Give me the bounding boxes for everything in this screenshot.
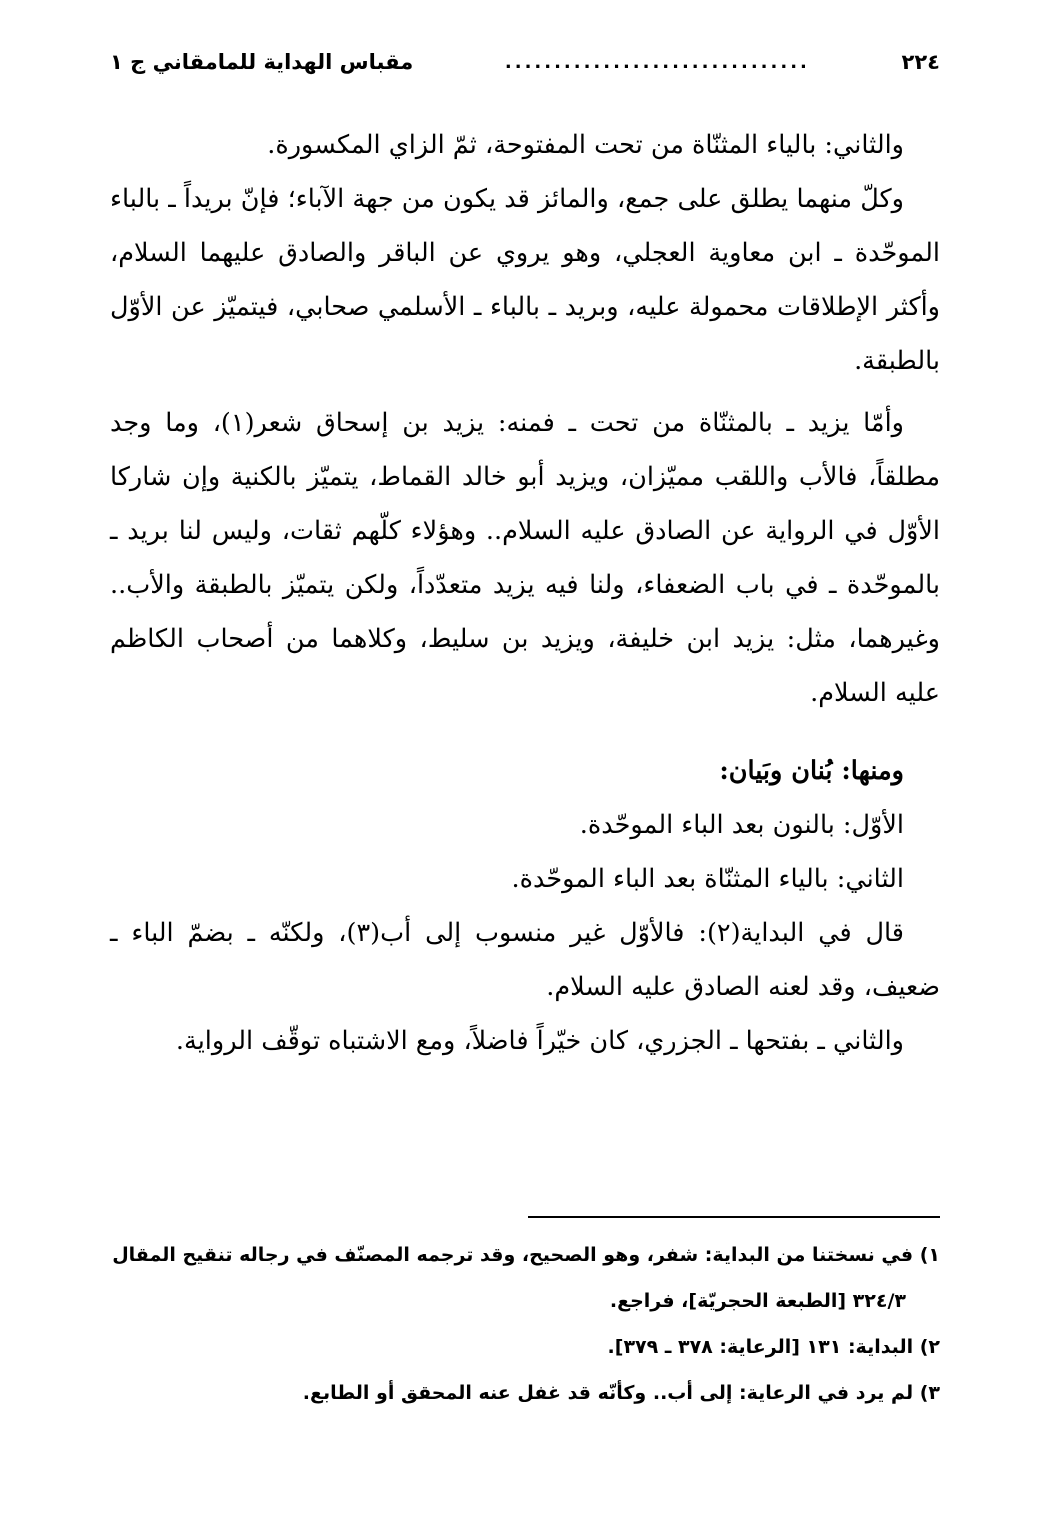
paragraph-yazid: وأمّا يزيد ـ بالمثنّاة من تحت ـ فمنه: يزيد بن إسحاق شعر(١)، وما وجد مطلقاً، فالأب واللقب مميّزان، ويزيد أبو خالد القماط، يتميّز بالكنية وإن شاركا الأوّل في الرواية عن الصادق عليه السلام.. وهؤلاء كلّهم ثقات، وليس لنا بريد ـ بالموحّدة ـ في باب الضعفاء، ولنا فيه يزيد متعدّداً، ولكن يتميّز بالطبقة والأب.. وغيرهما، مثل: يزيد ابن خليفة، ويزيد بن سليط، وكلاهما من أصحاب الكاظم عليه السلام.	[110, 408, 940, 708]
paragraph-second-definition: والثاني: بالياء المثنّاة من تحت المفتوحة، ثمّ الزاي المكسورة.	[267, 130, 904, 160]
footnotes	[110, 1232, 940, 1416]
footnote-separator	[528, 1216, 940, 1218]
paragraph-distinction-by-fathers: وكلّ منهما يطلق على جمع، والمائز قد يكون من جهة الآباء؛ فإنّ بريداً ـ بالباء الموحّدة ـ ابن معاوية العجلي، وهو يروي عن الباقر والصادق عليهما السلام، وأكثر الإطلاقات محمولة عليه، وبريد ـ بالباء ـ الأسلمي صحابي، فيتميّز عن الأوّل بالطبقة.	[110, 184, 940, 376]
section-heading-bunan-bayan: ومنها: بُنان وبَيان:	[719, 756, 904, 786]
page-number: ٢٢٤	[901, 50, 940, 74]
running-title: مقباس الهداية للمامقاني ج ١	[110, 50, 414, 74]
paragraph-first-bunan: الأوّل: بالنون بعد الباء الموحّدة.	[579, 810, 904, 840]
main-text	[110, 118, 940, 1068]
paragraph-bidaya-quote: قال في البداية(٢): فالأوّل غير منسوب إلى أب(٣)، ولكنّه ـ بضمّ الباء ـ ضعيف، وقد لعنه الصادق عليه السلام.	[110, 918, 940, 1002]
footnote-3: ٣) لم يرد في الرعاية: إلى أب.. وكأنّه قد غفل عنه المحقق أو الطابع.	[302, 1382, 940, 1404]
footnote-1-line-2: ٣٢٤/٣ [الطبعة الحجريّة]، فراجع.	[609, 1290, 906, 1312]
paragraph-second-bayan: الثاني: بالياء المثنّاة بعد الباء الموحّدة.	[511, 864, 904, 894]
footnote-1-line-1: ١) في نسختنا من البداية: شفر، وهو الصحيح، وقد ترجمه المصنّف في رجاله تنقيح المقال	[112, 1244, 940, 1266]
header-leader-dots: ...............................	[504, 51, 810, 73]
footnote-2: ٢) البداية: ١٣١ [الرعاية: ٣٧٨ ـ ٣٧٩].	[607, 1336, 940, 1358]
paragraph-second-jazari: والثاني ـ بفتحها ـ الجزري، كان خيّراً فاضلاً، ومع الاشتباه توقّف الرواية.	[175, 1026, 904, 1056]
page-header	[110, 42, 940, 82]
